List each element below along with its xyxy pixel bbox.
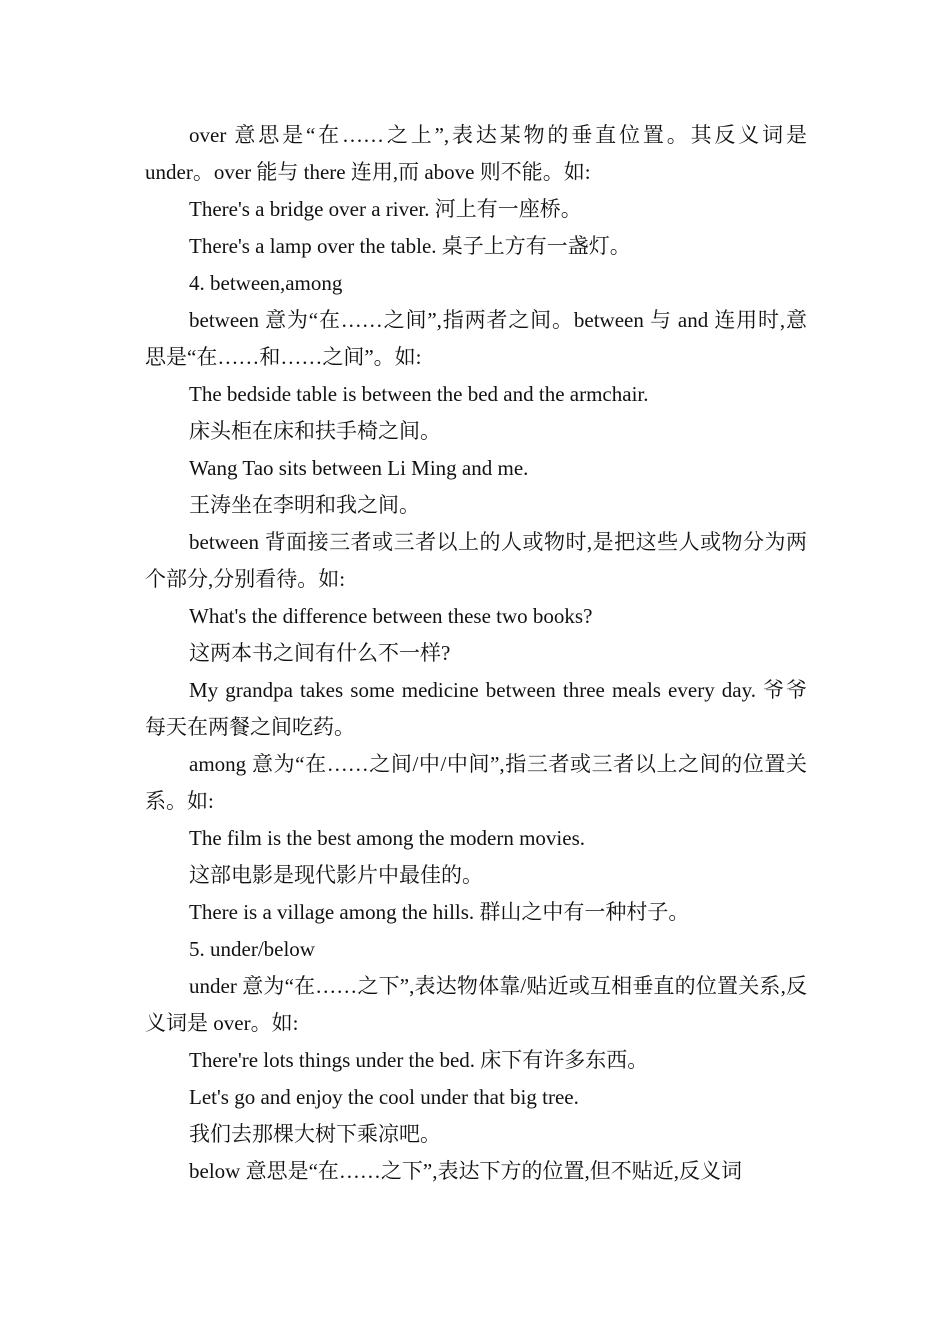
paragraph-between-explanation: between 意为“在……之间”,指两者之间。between 与 and 连用时,意思是“在……和……之间”。如: — [145, 308, 807, 369]
example-sentence: My grandpa takes some medicine between three meals every day. 爷爷每天在两餐之间吃药。 — [145, 678, 807, 739]
example-translation: 这两本书之间有什么不一样? — [189, 641, 451, 665]
example-translation: 床头柜在床和扶手椅之间。 — [189, 419, 441, 443]
example-sentence: Wang Tao sits between Li Ming and me. — [189, 456, 529, 480]
example-sentence: The bedside table is between the bed and the armchair. — [189, 382, 649, 406]
example-translation: 王涛坐在李明和我之间。 — [189, 493, 420, 517]
paragraph-between-three-explanation: between 背面接三者或三者以上的人或物时,是把这些人或物分为两个部分,分别看待。如: — [145, 530, 807, 591]
document-page — [145, 117, 807, 1190]
paragraph-below-explanation: below 意思是“在……之下”,表达下方的位置,但不贴近,反义词 — [189, 1159, 742, 1183]
section-heading-under-below: 5. under/below — [189, 937, 315, 961]
example-sentence: There's a bridge over a river. 河上有一座桥。 — [189, 197, 582, 221]
example-sentence: There is a village among the hills. 群山之中有一种村子。 — [189, 900, 690, 924]
paragraph-under-explanation: under 意为“在……之下”,表达物体靠/贴近或互相垂直的位置关系,反义词是 over。如: — [145, 974, 807, 1035]
example-sentence: The film is the best among the modern movies. — [189, 826, 586, 850]
example-sentence: Let's go and enjoy the cool under that big tree. — [189, 1085, 579, 1109]
example-sentence: There's a lamp over the table. 桌子上方有一盏灯。 — [189, 234, 631, 258]
example-translation: 我们去那棵大树下乘凉吧。 — [189, 1122, 441, 1146]
paragraph-among-explanation: among 意为“在……之间/中/中间”,指三者或三者以上之间的位置关系。如: — [145, 752, 807, 813]
example-sentence: What's the difference between these two books? — [189, 604, 593, 628]
paragraph-over-explanation: over 意思是“在……之上”,表达某物的垂直位置。其反义词是 under。over 能与 there 连用,而 above 则不能。如: — [145, 123, 807, 184]
section-heading-between-among: 4. between,among — [189, 271, 343, 295]
example-translation: 这部电影是现代影片中最佳的。 — [189, 863, 483, 887]
example-sentence: There're lots things under the bed. 床下有许多东西。 — [189, 1048, 649, 1072]
